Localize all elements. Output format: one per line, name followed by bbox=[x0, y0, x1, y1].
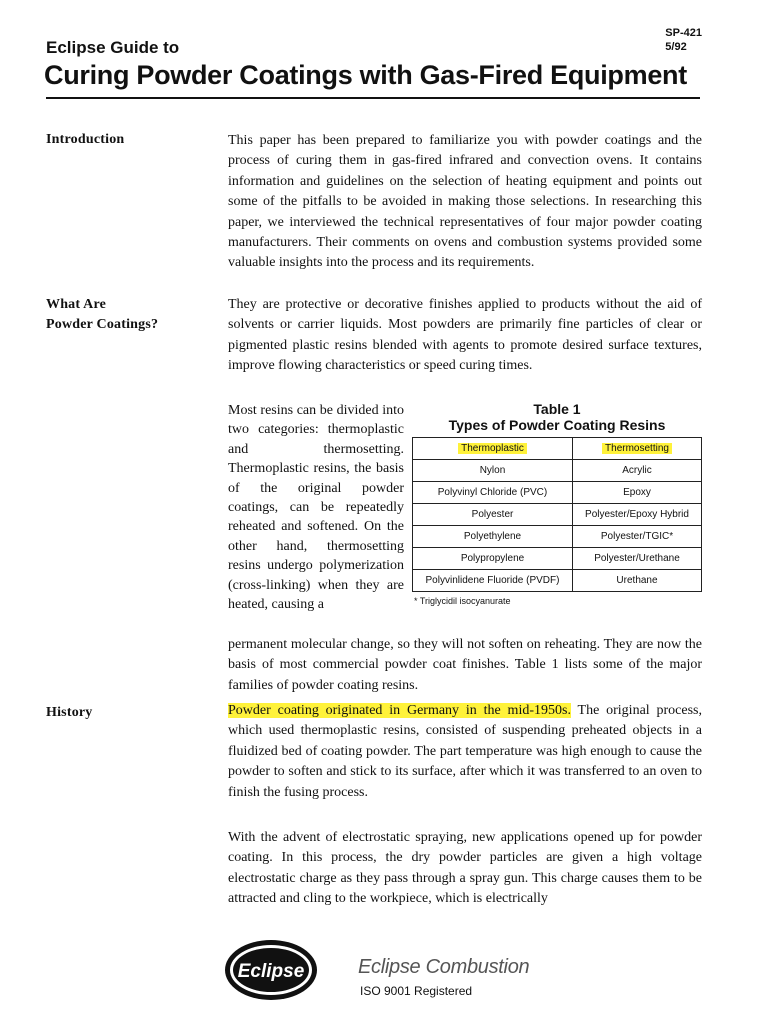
table-cell: Polyester/Epoxy Hybrid bbox=[573, 504, 702, 526]
table-row bbox=[413, 570, 702, 592]
resins-text-continued: permanent molecular change, so they will not soften on reheating. They are now the basis of most commercial powder coat finishes. Table 1 lists some of the major families of powder coating resins. bbox=[228, 637, 702, 693]
table-cell: Epoxy bbox=[573, 482, 702, 504]
table-cell: Polypropylene bbox=[413, 548, 573, 570]
eclipse-logo bbox=[224, 939, 318, 1001]
resin-table bbox=[412, 437, 702, 592]
resins-text-wrapped: Most resins can be divided into two categories: thermoplastic and thermosetting. Thermoplastic resins, the basis of the original powder coatings, can be repeatedly reheated and softened. On the other hand, thermosetting resins undergo polymerization (cross-linking) when they are heated, causing a bbox=[228, 403, 404, 613]
table-cell: Polyester/TGIC* bbox=[573, 526, 702, 548]
column-header-thermosetting: Thermosetting bbox=[573, 438, 702, 460]
table-cell: Urethane bbox=[573, 570, 702, 592]
table-cell: Acrylic bbox=[573, 460, 702, 482]
document-date: 5/92 bbox=[665, 41, 687, 53]
what-are-heading bbox=[46, 295, 158, 335]
what-are-heading-line2: Powder Coatings? bbox=[46, 317, 159, 332]
document-code bbox=[665, 26, 702, 54]
what-are-heading-line1: What Are bbox=[46, 297, 107, 312]
iso-registration: ISO 9001 Registered bbox=[360, 984, 473, 998]
table-row bbox=[413, 482, 702, 504]
table-row bbox=[413, 548, 702, 570]
introduction-heading: Introduction bbox=[46, 132, 125, 147]
table-title: Types of Powder Coating Resins bbox=[448, 417, 666, 433]
page-title: Curing Powder Coatings with Gas-Fired Equipment bbox=[44, 60, 687, 90]
table-row bbox=[413, 526, 702, 548]
history-text-body: The original process, which used thermoplastic resins, consisted of suspending preheated objects in a fluidized bed of coating powder. The part temperature was high enough to cause the powder to soften and stick to its surface, after which it was transferred to an oven to finish the fusing process. bbox=[228, 703, 703, 800]
introduction-text: This paper has been prepared to familiarize you with powder coatings and the process of curing them in gas-fired infrared and convection ovens. It contains information and guidelines on the selection of heating equipment and points out some of the pitfalls to be avoided in making those selections. In researching this paper, we interviewed the technical representatives of four major powder coating manufacturers. Their comments on ovens and combustion systems provided some valuable insights into the process and its requirements. bbox=[228, 133, 702, 271]
column-header-thermoplastic: Thermoplastic bbox=[413, 438, 573, 460]
header-divider bbox=[46, 97, 700, 99]
company-name: Eclipse Combustion bbox=[358, 956, 530, 978]
resin-table-block bbox=[412, 401, 702, 606]
table-cell: Polyester/Urethane bbox=[573, 548, 702, 570]
table-cell: Polyethylene bbox=[413, 526, 573, 548]
table-footnote: * Triglycidil isocyanurate bbox=[414, 596, 511, 606]
table-cell: Polyvinlidene Fluoride (PVDF) bbox=[413, 570, 573, 592]
what-are-text: They are protective or decorative finishes applied to products without the aid of solvents or carrier liquids. Most powders are primarily fine particles of clear or pigmented plastic resins blended with agents to promote desired surface textures, improve flowing characteristics or speed curing times. bbox=[228, 297, 702, 374]
table-cell: Polyvinyl Chloride (PVC) bbox=[413, 482, 573, 504]
table-row bbox=[413, 504, 702, 526]
history-text-2: With the advent of electrostatic spraying, new applications opened up for powder coating. In this process, the dry powder particles are given a high voltage electrostatic charge as they pass through a spray gun. This charge causes them to be attracted and cling to the workpiece, which is electrically bbox=[228, 830, 702, 907]
history-heading: History bbox=[46, 705, 93, 720]
table-cell: Nylon bbox=[413, 460, 573, 482]
logo-text: Eclipse bbox=[237, 961, 305, 982]
document-number: SP-421 bbox=[665, 27, 702, 39]
table-row bbox=[413, 460, 702, 482]
table-header-row bbox=[413, 438, 702, 460]
highlighted-sentence: Powder coating originated in Germany in the mid-1950s. bbox=[228, 703, 571, 718]
guide-label: Eclipse Guide to bbox=[46, 38, 180, 57]
table-cell: Polyester bbox=[413, 504, 573, 526]
history-text bbox=[228, 701, 702, 803]
table-number: Table 1 bbox=[533, 401, 581, 417]
